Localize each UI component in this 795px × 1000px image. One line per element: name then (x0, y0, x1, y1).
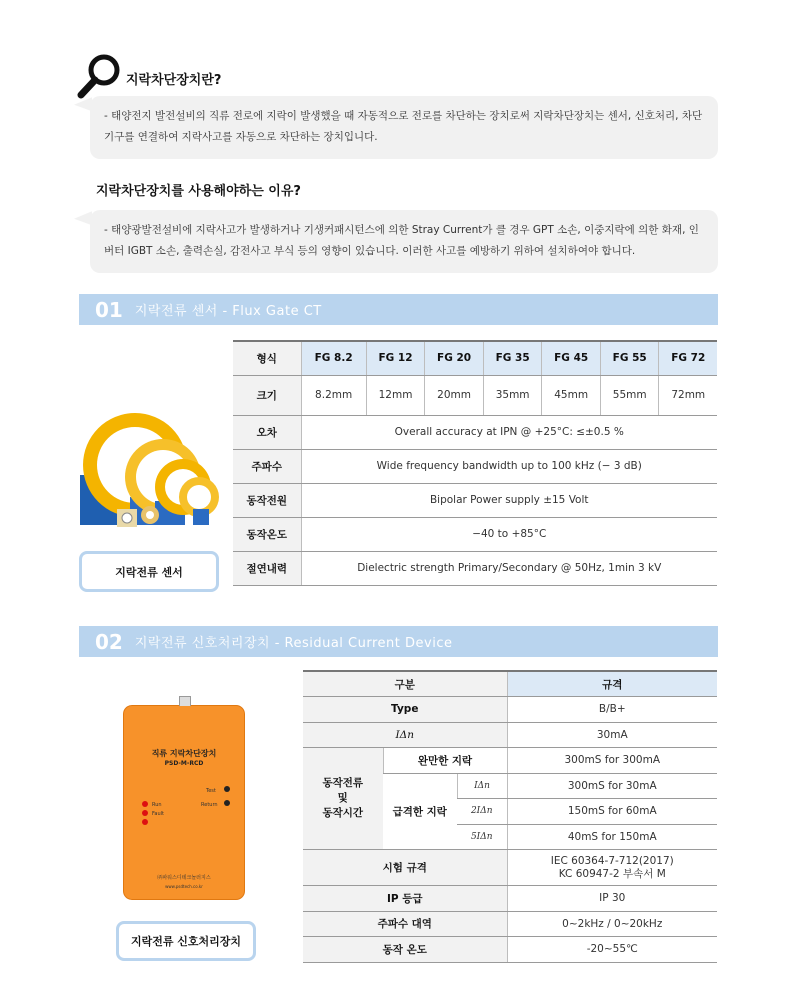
fast-value: 150mS for 60mA (507, 799, 717, 825)
row-label: 주파수 (233, 449, 301, 483)
table-row (303, 722, 717, 748)
row-value: −40 to +85°C (301, 517, 717, 551)
flux-gate-ct-image (75, 405, 225, 530)
section-title: 지락전류 신호처리장치 - Residual Current Device (134, 636, 453, 651)
freq-value: 0~2kHz / 0~20kHz (507, 911, 717, 937)
table-row (303, 911, 717, 937)
multiplier-cell: 2IΔn (457, 799, 507, 825)
table-row (233, 449, 717, 483)
operation-label-line1: 동작전류 (322, 777, 364, 789)
q1-title: 지락차단장치란? (126, 73, 222, 88)
standard-value (507, 850, 717, 886)
row-label: 절연내력 (233, 551, 301, 585)
q1-text: - 태양전지 발전설비의 직류 전로에 지락이 발생했을 때 자동적으로 전로를 차단하는 장치로써 지락차단장치는 센서, 신호처리, 차단기구를 연결하여 지락사고를 자동으로 차단하는 장치입니다. (104, 110, 703, 143)
section-02-header (79, 626, 718, 657)
model-cell: FG 12 (366, 341, 425, 375)
test-led-icon (224, 786, 230, 792)
row-label: 동작온도 (233, 517, 301, 551)
model-label: 형식 (233, 341, 301, 375)
row-value: Dielectric strength Primary/Secondary @ 50Hz, 1min 3 kV (301, 551, 717, 585)
model-cell: FG 72 (659, 341, 717, 375)
idn-value: 30mA (507, 722, 717, 748)
model-cell: FG 55 (600, 341, 659, 375)
sensor-caption: 지락전류 센서 (79, 551, 219, 592)
q2-bubble (90, 210, 718, 273)
table-row (233, 551, 717, 585)
device-website: www.psdtech.co.kr (165, 884, 203, 889)
type-label: Type (303, 697, 507, 723)
ip-label: IP 등급 (303, 886, 507, 912)
size-cell: 20mm (425, 375, 484, 415)
table-row (303, 850, 717, 886)
size-cell: 55mm (600, 375, 659, 415)
table-row (303, 671, 717, 697)
operation-label (303, 748, 383, 850)
fault-label: Fault (152, 811, 164, 817)
return-label: Return (201, 802, 218, 808)
size-cell: 12mm (366, 375, 425, 415)
row-value: Wide frequency bandwidth up to 100 kHz (− 3 dB) (301, 449, 717, 483)
size-cell: 72mm (659, 375, 717, 415)
fault-led-icon (142, 810, 148, 816)
size-cell: 8.2mm (301, 375, 366, 415)
sensor-spec-table (233, 340, 717, 586)
rcd-caption: 지락전류 신호처리장치 (116, 921, 256, 961)
ip-value: IP 30 (507, 886, 717, 912)
size-cell: 35mm (483, 375, 542, 415)
rcd-device-image (123, 705, 245, 900)
table-row (303, 697, 717, 723)
run-led-icon (142, 801, 148, 807)
table-row (303, 748, 717, 774)
model-cell: FG 45 (542, 341, 601, 375)
device-title (124, 749, 244, 769)
slow-fault-value: 300mS for 300mA (507, 748, 717, 774)
head-category: 구분 (303, 671, 507, 697)
q2-text: - 태양광발전설비에 지락사고가 발생하거나 기생커패시턴스에 의한 Stray Current가 클 경우 GPT 소손, 이중지락에 의한 화재, 인버터 IGBT 소손, 출력손실, 감전사고 부식 등의 영향이 있습니다. 이러한 사고를 예방하기 위하여 설치하여야 합니다. (104, 224, 699, 257)
temp-label: 동작 온도 (303, 937, 507, 963)
table-row (303, 886, 717, 912)
slow-fault-label: 완만한 지락 (383, 748, 507, 774)
standard-value-line2: KC 60947-2 부속서 M (558, 867, 666, 880)
table-row (233, 483, 717, 517)
section-01-header (79, 294, 718, 325)
type-value: B/B+ (507, 697, 717, 723)
row-value: Overall accuracy at IPN @ +25°C: ≤±0.5 % (301, 415, 717, 449)
temp-value: -20~55℃ (507, 937, 717, 963)
operation-label-line3: 동작시간 (322, 807, 364, 819)
model-cell: FG 8.2 (301, 341, 366, 375)
return-led-icon (224, 800, 230, 806)
head-spec: 규격 (507, 671, 717, 697)
fast-value: 40mS for 150mA (507, 824, 717, 850)
table-row (233, 375, 717, 415)
model-cell: FG 35 (483, 341, 542, 375)
q1-bubble (90, 96, 718, 159)
operation-label-line2: 및 (337, 792, 348, 804)
size-label: 크기 (233, 375, 301, 415)
led-icon (142, 819, 148, 825)
multiplier-cell: 5IΔn (457, 824, 507, 850)
model-cell: FG 20 (425, 341, 484, 375)
fast-fault-label: 급격한 지락 (383, 773, 457, 850)
section-title: 지락전류 센서 - Flux Gate CT (134, 304, 322, 319)
device-brand: ㈜파워스디테크놀러지스 (157, 875, 211, 881)
rcd-spec-table (303, 670, 717, 963)
device-title-line2: PSD-M-RCD (164, 760, 204, 767)
table-row (233, 415, 717, 449)
multiplier-cell: IΔn (457, 773, 507, 799)
table-row (303, 937, 717, 963)
size-cell: 45mm (542, 375, 601, 415)
q2-title: 지락차단장치를 사용해야하는 이유? (96, 184, 301, 199)
device-title-line1: 직류 지락차단장치 (151, 749, 217, 758)
table-row (233, 341, 717, 375)
row-value: Bipolar Power supply ±15 Volt (301, 483, 717, 517)
section-number: 01 (95, 297, 123, 322)
magnifier-icon (76, 50, 126, 100)
fast-value: 300mS for 30mA (507, 773, 717, 799)
row-label: 동작전원 (233, 483, 301, 517)
section-number: 02 (95, 629, 123, 654)
freq-label: 주파수 대역 (303, 911, 507, 937)
device-tab (179, 696, 191, 706)
row-label: 오차 (233, 415, 301, 449)
run-label: Run (152, 802, 162, 808)
table-row (233, 517, 717, 551)
standard-value-line1: IEC 60364-7-712(2017) (550, 854, 674, 867)
idn-label: IΔn (303, 722, 507, 748)
standard-label: 시험 규격 (303, 850, 507, 886)
test-label: Test (206, 788, 216, 794)
